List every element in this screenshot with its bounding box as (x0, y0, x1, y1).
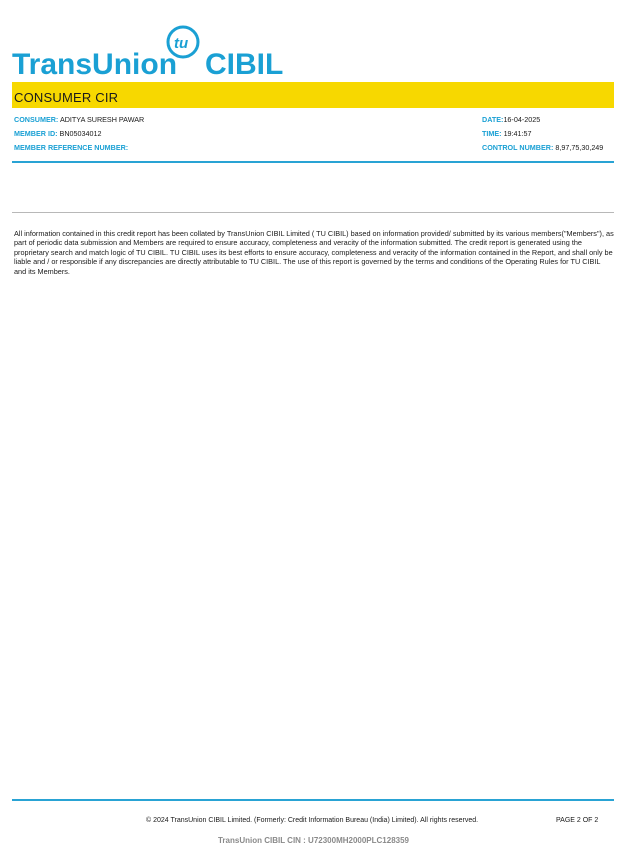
logo-transunion-text: TransUnion (12, 48, 178, 78)
date-value: 16-04-2025 (503, 115, 541, 124)
page-number: PAGE 2 OF 2 (556, 817, 599, 824)
member-id-field (14, 129, 102, 138)
consumer-field (14, 115, 144, 124)
member-id-label: MEMBER ID: (14, 129, 58, 138)
member-reference-label: MEMBER REFERENCE NUMBER: (14, 143, 129, 152)
footer-divider (12, 799, 614, 801)
section-title: CONSUMER CIR (14, 90, 119, 105)
logo-tu-mark: tu (174, 35, 189, 52)
header-divider (12, 161, 614, 163)
member-id-value: BN05034012 (59, 129, 102, 138)
time-field (482, 129, 532, 138)
control-number-label: CONTROL NUMBER: (482, 143, 554, 152)
cin-text: TransUnion CIBIL CIN : U72300MH2000PLC128359 (217, 836, 410, 845)
section-title-band (12, 82, 614, 108)
control-number-value: 8,97,75,30,249 (555, 143, 604, 152)
date-label: DATE: (482, 115, 504, 124)
logo-cibil-text: CIBIL (205, 48, 284, 78)
control-number-field (482, 143, 603, 152)
date-field (482, 115, 540, 124)
time-value: 19:41:57 (503, 129, 532, 138)
logo-graphic (12, 22, 292, 78)
transunion-cibil-logo (12, 22, 292, 78)
section-divider (12, 212, 614, 213)
time-label: TIME: (482, 129, 502, 138)
disclaimer-text: All information contained in this credit report has been collated by TransUnion CIBIL Limited ( TU CIBIL) based on information provided/ submitted by its various members("Members"), as part of periodic data submission and Members are required to ensure accuracy, completeness and veracity of the information submitted. The credit report is generated using the proprietary search and match logic of TU CIBIL. TU CIBIL uses its best efforts to ensure accuracy, completeness and veracity of the information contained in the Report, and shall only be liable and / or responsible if any discrepancies are directly attributable to TU CIBIL. The use of this report is governed by the terms and conditions of the Operating Rules for TU CIBIL and its Members. (14, 229, 614, 276)
copyright-text: © 2024 TransUnion CIBIL Limited. (Formerly: Credit Information Bureau (India) Limited). All rights reserved. (146, 817, 479, 824)
consumer-value: ADITYA SURESH PAWAR (59, 115, 145, 124)
consumer-label: CONSUMER: (14, 115, 59, 124)
member-reference-field (14, 143, 128, 152)
